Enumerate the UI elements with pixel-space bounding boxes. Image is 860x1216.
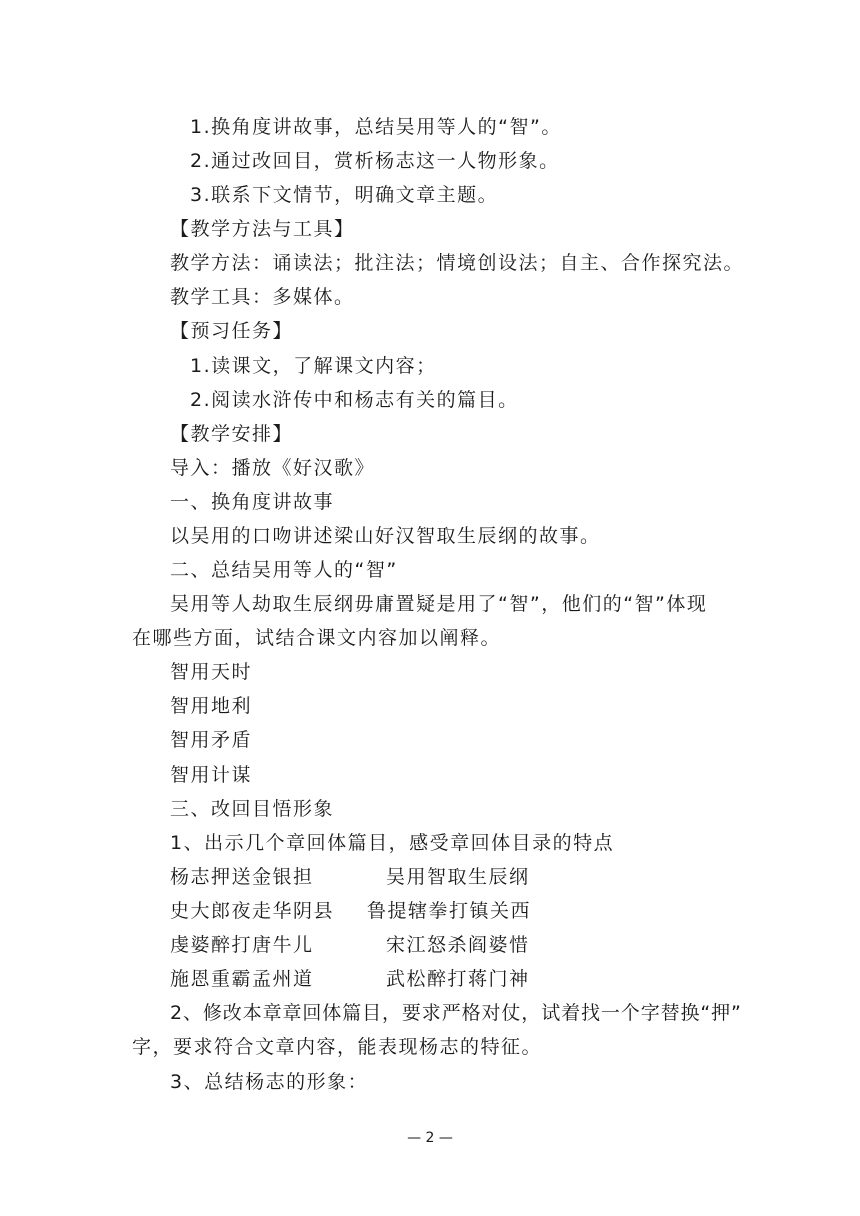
tools-line: 教学工具：多媒体。 [170, 286, 355, 308]
chapter-pair-2-right: 鲁提辖拳打镇关西 [367, 900, 532, 922]
page-number: — 2 — [407, 1130, 453, 1146]
chapter-pair-4-right: 武松醉打蒋门神 [386, 968, 530, 990]
chapter-pair-2-left: 史大郎夜走华阴县 [170, 900, 335, 922]
step1-line: 1、出示几个章回体篇目，感受章回体目录的特点 [170, 832, 615, 854]
section1-text: 以吴用的口吻讲述梁山好汉智取生辰纲的故事。 [170, 525, 601, 547]
chapter-pair-1-left: 杨志押送金银担 [170, 866, 314, 888]
section2-paragraph-line1: 吴用等人劫取生辰纲毋庸置疑是用了“智”，他们的“智”体现 [170, 593, 708, 615]
wisdom-item-3: 智用矛盾 [170, 729, 253, 751]
wisdom-item-2: 智用地利 [170, 695, 253, 717]
wisdom-item-1: 智用天时 [170, 661, 253, 683]
chapter-pair-3-right: 宋江怒杀阎婆惜 [386, 934, 530, 956]
section3-title: 三、改回目悟形象 [170, 798, 335, 820]
preview-item-1: 1.读课文，了解课文内容； [190, 355, 437, 377]
preview-item-2: 2.阅读水浒传中和杨志有关的篇目。 [190, 389, 519, 411]
methods-line: 教学方法：诵读法；批注法；情境创设法；自主、合作探究法。 [170, 252, 745, 274]
section1-title: 一、换角度讲故事 [170, 491, 335, 513]
arrangement-heading: 【教学安排】 [170, 423, 294, 445]
methods-heading: 【教学方法与工具】 [170, 218, 355, 240]
teaching-goal-2: 2.通过改回目，赏析杨志这一人物形象。 [190, 150, 560, 172]
step2-line2: 字，要求符合文章内容，能表现杨志的特征。 [132, 1036, 543, 1058]
step2-line1: 2、修改本章章回体篇目，要求严格对仗，试着找一个字替换“押” [170, 1002, 742, 1024]
preview-heading: 【预习任务】 [170, 320, 294, 342]
chapter-pair-1-right: 吴用智取生辰纲 [386, 866, 530, 888]
teaching-goal-1: 1.换角度讲故事，总结吴用等人的“智”。 [190, 116, 562, 138]
step3-line: 3、总结杨志的形象： [170, 1071, 369, 1093]
wisdom-item-4: 智用计谋 [170, 764, 253, 786]
teaching-goal-3: 3.联系下文情节，明确文章主题。 [190, 184, 499, 206]
chapter-pair-3-left: 虔婆醉打唐牛儿 [170, 934, 314, 956]
chapter-pair-4-left: 施恩重霸孟州道 [170, 968, 314, 990]
section2-paragraph-line2: 在哪些方面，试结合课文内容加以阐释。 [132, 627, 502, 649]
section2-title: 二、总结吴用等人的“智” [170, 559, 398, 581]
intro-line: 导入：播放《好汉歌》 [170, 457, 376, 479]
